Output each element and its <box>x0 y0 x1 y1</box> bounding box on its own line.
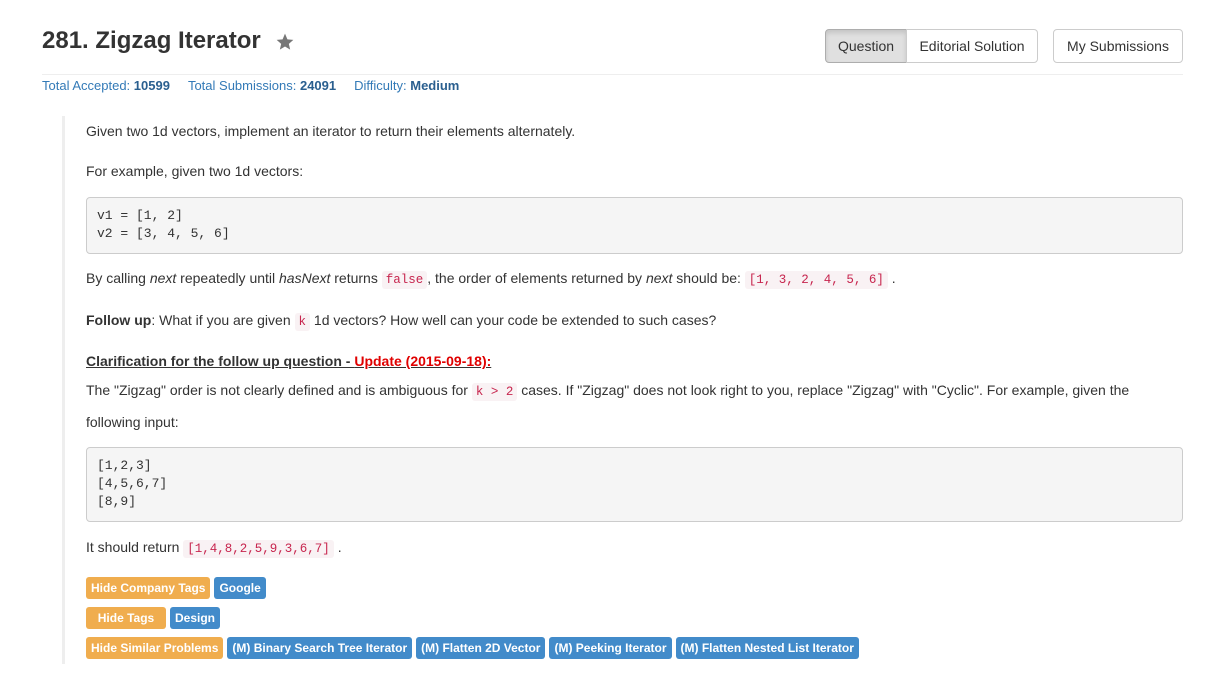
return-code: [1,4,8,2,5,9,3,6,7] <box>183 540 334 558</box>
company-tags-row <box>86 577 270 599</box>
similar-problems-row <box>86 637 863 659</box>
topic-tags-row <box>86 607 224 629</box>
problem-stats <box>42 78 477 93</box>
star-icon[interactable] <box>275 31 295 51</box>
question-button[interactable]: Question <box>825 29 907 63</box>
hide-similar-problems-button[interactable]: Hide Similar Problems <box>86 637 223 659</box>
similar-problem-link[interactable]: (M) Binary Search Tree Iterator <box>227 637 412 659</box>
similar-problem-link[interactable]: (M) Flatten 2D Vector <box>416 637 545 659</box>
clarification-text-cont: following input: <box>86 414 179 430</box>
return-text: It should return [1,4,8,2,5,9,3,6,7] . <box>86 539 342 556</box>
result-code: [1, 3, 2, 4, 5, 6] <box>745 271 888 289</box>
page-title <box>42 27 295 55</box>
my-submissions-button[interactable]: My Submissions <box>1053 29 1183 63</box>
k-greater-code: k > 2 <box>472 383 518 401</box>
stat-submissions: Total Submissions: 24091 <box>187 78 337 93</box>
calling-text: By calling next repeatedly until hasNext returns false , the order of elements returned by next should be: [1, 3, 2, 4, 5, 6] . <box>86 270 896 287</box>
topic-tag-design[interactable]: Design <box>170 607 220 629</box>
k-code: k <box>295 313 311 331</box>
example-code-block: v1 = [1, 2] v2 = [3, 4, 5, 6] <box>86 197 1183 254</box>
problem-description <box>62 116 1183 664</box>
update-link[interactable]: Update (2015-09-18): <box>354 353 492 369</box>
example-intro-text: For example, given two 1d vectors: <box>86 163 304 179</box>
stat-accepted: Total Accepted: 10599 <box>42 78 170 93</box>
false-code: false <box>382 271 428 289</box>
clarification-text: The "Zigzag" order is not clearly defined and is ambiguous for k > 2 cases. If "Zigzag" does not look right to you, replace "Zigzag" with "Cyclic". For example, given the <box>86 382 1130 399</box>
view-tabs <box>825 29 1038 63</box>
problem-title: 281. Zigzag Iterator <box>42 27 261 54</box>
similar-problem-link[interactable]: (M) Peeking Iterator <box>549 637 671 659</box>
clarification-heading: Clarification for the follow up question - Update (2015-09-18): <box>86 353 492 369</box>
intro-text: Given two 1d vectors, implement an iterator to return their elements alternately. <box>86 123 576 139</box>
hide-tags-button[interactable]: Hide Tags <box>86 607 166 629</box>
stat-difficulty: Difficulty: Medium <box>354 78 460 93</box>
similar-problem-link[interactable]: (M) Flatten Nested List Iterator <box>676 637 859 659</box>
hide-company-tags-button[interactable]: Hide Company Tags <box>86 577 210 599</box>
editorial-solution-button[interactable]: Editorial Solution <box>906 29 1038 63</box>
follow-up-text: Follow up: What if you are given k 1d vectors? How well can your code be extended to such cases? <box>86 312 717 329</box>
company-tag-google[interactable]: Google <box>214 577 265 599</box>
header-divider <box>42 74 1183 75</box>
input-code-block: [1,2,3] [4,5,6,7] [8,9] <box>86 447 1183 522</box>
